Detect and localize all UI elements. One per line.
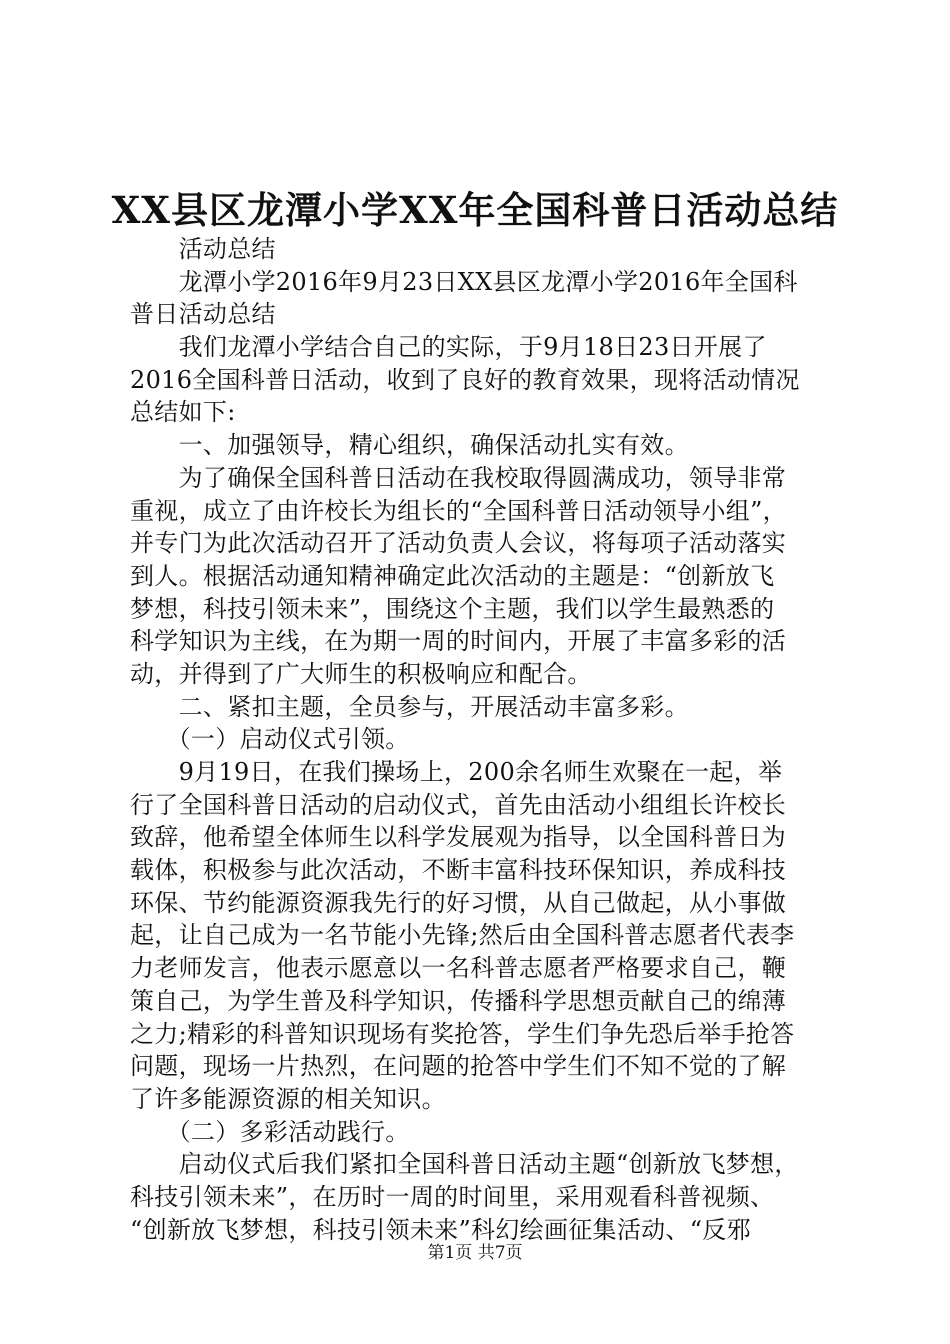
body-line: 科技引领未来”，在历时一周的时间里，采用观看科普视频、 — [130, 1182, 775, 1211]
document-body — [130, 233, 830, 1246]
body-line: 策自己，为学生普及科学知识，传播科学思想贡献自己的绵薄 — [130, 986, 787, 1015]
body-line: 我们龙潭小学结合自己的实际，于9月18日23日开展了 — [130, 333, 767, 362]
body-line: 龙潭小学2016年9月23日XX县区龙潭小学2016年全国科 — [130, 267, 798, 296]
body-line: 为了确保全国科普日活动在我校取得圆满成功，领导非常 — [130, 463, 787, 492]
body-line: （二）多彩活动践行。 — [130, 1117, 410, 1146]
body-line: 载体，积极参与此次活动，不断丰富科技环保知识，养成科技 — [130, 856, 787, 885]
body-line: 普日活动总结 — [130, 300, 276, 329]
body-line: 二、紧扣主题，全员参与，开展活动丰富多彩。 — [130, 692, 689, 721]
body-line: 动，并得到了广大师生的积极响应和配合。 — [130, 659, 592, 688]
body-line: 9月19日，在我们操场上，200余名师生欢聚在一起，举 — [130, 758, 783, 786]
body-line: 总结如下: — [130, 398, 236, 427]
body-line: 致辞，他希望全体师生以科学发展观为指导，以全国科普日为 — [130, 823, 787, 852]
body-line: 科学知识为主线，在为期一周的时间内，开展了丰富多彩的活 — [130, 627, 787, 656]
body-line: 之力;精彩的科普知识现场有奖抢答，学生们争先恐后举手抢答 — [130, 1019, 795, 1048]
body-line: “创新放飞梦想，科技引领未来”科幻绘画征集活动、“反邪 — [130, 1215, 751, 1244]
document-title: XX县区龙潭小学XX年全国科普日活动总结 — [111, 188, 839, 232]
body-line: 梦想，科技引领未来”，围绕这个主题，我们以学生最熟悉的 — [130, 594, 775, 623]
body-line: 起，让自己成为一名节能小先锋;然后由全国科普志愿者代表李 — [130, 921, 795, 950]
body-line: （一）启动仪式引领。 — [130, 725, 410, 754]
body-line: 启动仪式后我们紧扣全国科普日活动主题“创新放飞梦想， — [130, 1150, 799, 1179]
body-line: 一、加强领导，精心组织，确保活动扎实有效。 — [130, 431, 689, 460]
body-line: 活动总结 — [130, 235, 276, 263]
body-line: 并专门为此次活动召开了活动负责人会议，将每项子活动落实 — [130, 529, 787, 558]
body-line: 环保、节约能源资源我先行的好习惯，从自己做起，从小事做 — [130, 888, 787, 917]
body-line: 问题，现场一片热烈，在问题的抢答中学生们不知不觉的了解 — [130, 1052, 787, 1081]
page-number-footer: 第1页 共7页 — [427, 1243, 523, 1263]
body-line: 行了全国科普日活动的启动仪式，首先由活动小组组长许校长 — [130, 790, 787, 819]
body-line: 2016全国科普日活动，收到了良好的教育效果，现将活动情况 — [130, 365, 800, 394]
body-line: 重视，成立了由许校长为组长的“全国科普日活动领导小组”， — [130, 496, 787, 525]
body-line: 到人。根据活动通知精神确定此次活动的主题是：“创新放飞 — [130, 561, 775, 590]
body-line: 力老师发言，他表示愿意以一名科普志愿者严格要求自己，鞭 — [130, 954, 787, 983]
body-line: 了许多能源资源的相关知识。 — [130, 1084, 446, 1113]
